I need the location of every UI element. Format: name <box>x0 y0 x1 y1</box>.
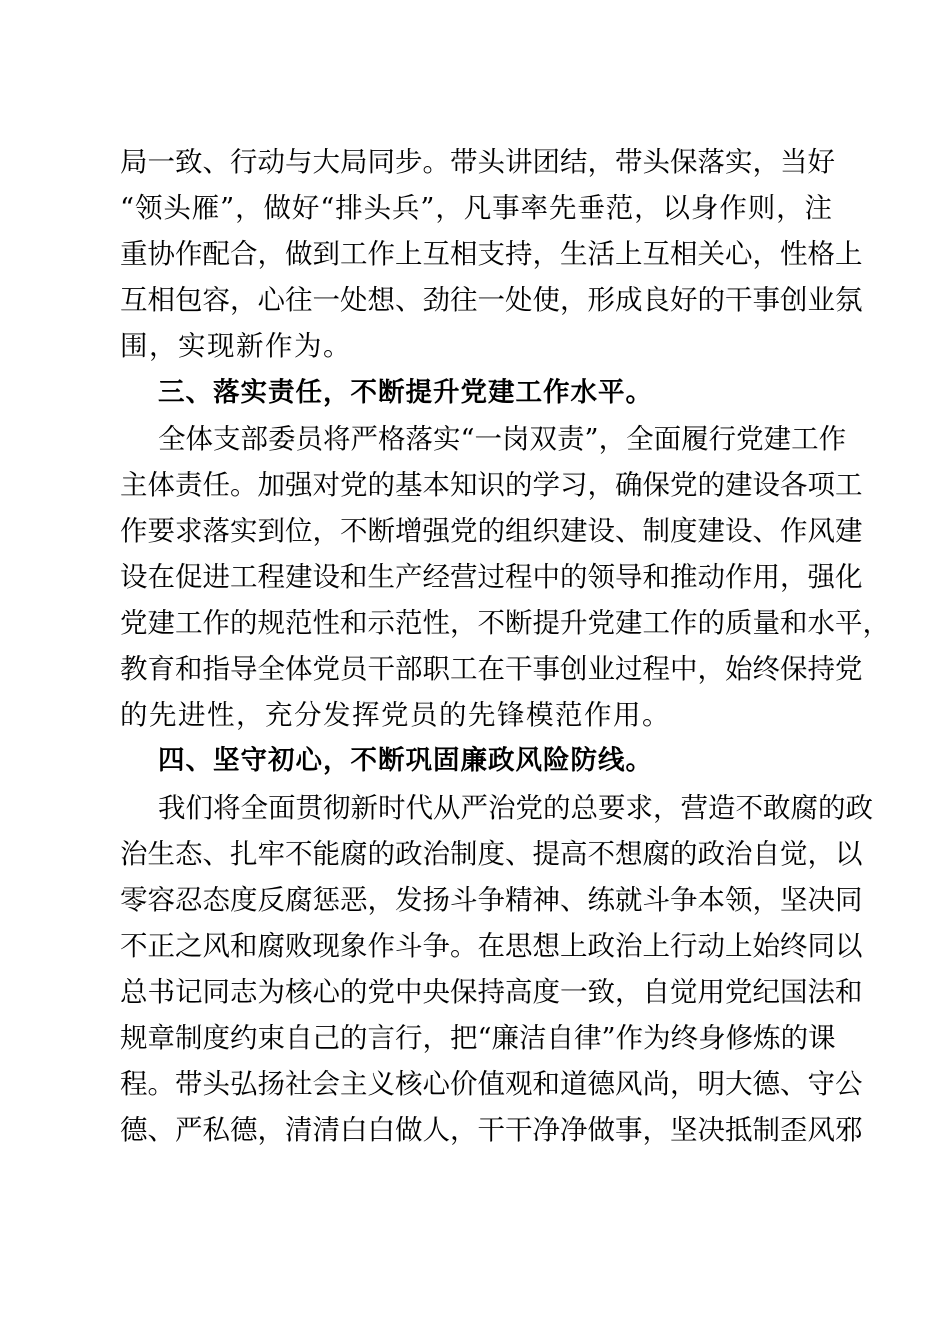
body-line: 设在促进工程建设和生产经营过程中的领导和推动作用，强化 <box>120 561 863 593</box>
body-line: 作要求落实到位，不断增强党的组织建设、制度建设、作风建 <box>120 515 863 547</box>
body-line: “领头雁”，做好“排头兵”，凡事率先垂范，以身作则，注 <box>120 192 832 224</box>
section-heading-4: 四、坚守初心，不断巩固廉政风险防线。 <box>158 745 653 776</box>
body-line: 教育和指导全体党员干部职工在干事创业过程中，始终保持党 <box>120 653 863 685</box>
paragraph-first-line: 全体支部委员将严格落实“一岗双责”，全面履行党建工作 <box>158 423 847 455</box>
body-line: 互相包容，心往一处想、劲往一处使，形成良好的干事创业氛 <box>120 284 863 316</box>
body-line: 规章制度约束自己的言行，把“廉洁自律”作为终身修炼的课 <box>120 1022 836 1054</box>
body-line: 程。带头弘扬社会主义核心价值观和道德风尚，明大德、守公 <box>120 1068 863 1100</box>
body-line: 主体责任。加强对党的基本知识的学习，确保党的建设各项工 <box>120 469 863 501</box>
body-line: 重协作配合，做到工作上互相支持，生活上互相关心，性格上 <box>120 238 863 270</box>
body-line: 不正之风和腐败现象作斗争。在思想上政治上行动上始终同以 <box>120 930 863 962</box>
body-line: 零容忍态度反腐惩恶，发扬斗争精神、练就斗争本领，坚决同 <box>120 884 863 916</box>
body-line: 党建工作的规范性和示范性，不断提升党建工作的质量和水平， <box>120 607 890 639</box>
paragraph-first-line: 我们将全面贯彻新时代从严治党的总要求，营造不敢腐的政 <box>158 792 873 824</box>
body-line: 总书记同志为核心的党中央保持高度一致，自觉用党纪国法和 <box>120 976 863 1008</box>
body-line: 德、严私德，清清白白做人，干干净净做事，坚决抵制歪风邪 <box>120 1114 863 1146</box>
body-line: 围，实现新作为。 <box>120 330 352 362</box>
body-line: 治生态、扎牢不能腐的政治制度、提高不想腐的政治自觉，以 <box>120 838 863 870</box>
body-line: 的先进性，充分发挥党员的先锋模范作用。 <box>120 699 671 731</box>
body-line: 局一致、行动与大局同步。带头讲团结，带头保落实，当好 <box>120 146 835 178</box>
section-heading-3: 三、落实责任，不断提升党建工作水平。 <box>158 377 653 408</box>
